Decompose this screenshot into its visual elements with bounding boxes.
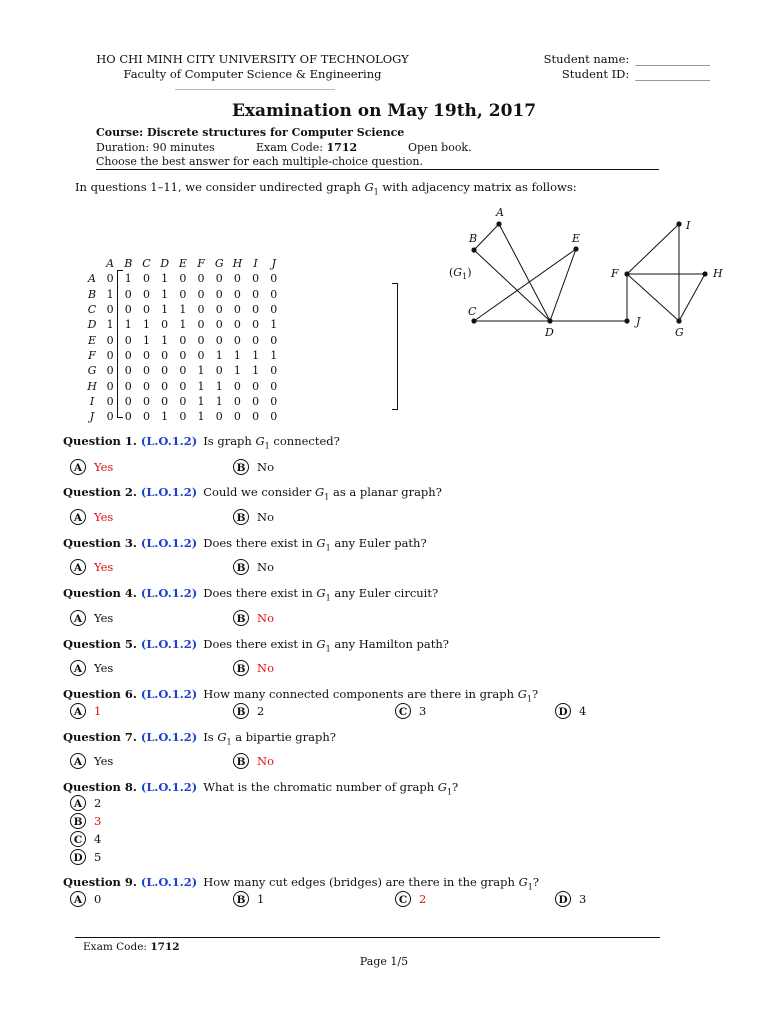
learning-outcome: (L.O.1.2) — [140, 780, 198, 794]
matrix-cell: 0 — [197, 348, 205, 362]
matrix-col-header: J — [271, 257, 276, 271]
matrix-col-header: H — [232, 257, 243, 271]
vertex-label-b: B — [469, 232, 478, 245]
page-number: Page 1/5 — [359, 955, 409, 968]
matrix-cell: 0 — [215, 333, 223, 347]
university-name: HO CHI MINH CITY UNIVERSITY OF TECHNOLOGY — [96, 52, 409, 66]
matrix-cell: 1 — [197, 364, 205, 378]
matrix-cell: 0 — [233, 410, 241, 424]
matrix-row — [83, 332, 283, 347]
matrix-cell: 0 — [142, 303, 150, 317]
option-text: Yes — [94, 510, 114, 524]
matrix-col-header: I — [253, 257, 258, 271]
answer-option-a[interactable] — [70, 610, 113, 626]
matrix-cell: 0 — [106, 394, 114, 408]
option-text: 2 — [94, 796, 102, 810]
vertex-j — [624, 318, 629, 323]
matrix-col-header: E — [178, 257, 187, 271]
faculty-name: Faculty of Computer Science & Engineering — [123, 67, 382, 81]
option-circle[interactable]: D — [555, 891, 571, 907]
answer-option-a[interactable] — [70, 509, 113, 525]
learning-outcome: (L.O.1.2) — [140, 875, 198, 889]
question-4 — [63, 586, 438, 602]
option-circle[interactable]: B — [233, 891, 249, 907]
matrix-cell: 0 — [215, 410, 223, 424]
question-1 — [63, 434, 340, 450]
matrix-cell: 0 — [142, 348, 150, 362]
vertex-label-h: H — [713, 267, 723, 280]
vertex-b — [471, 247, 476, 252]
matrix-cell: 1 — [197, 410, 205, 424]
question-label: Question 7. — [63, 730, 137, 744]
duration: Duration: 90 minutes — [96, 140, 215, 154]
question-label: Question 1. — [63, 434, 137, 448]
learning-outcome: (L.O.1.2) — [140, 687, 198, 701]
option-text: 0 — [94, 892, 102, 906]
edge-h-g — [679, 274, 705, 321]
answer-option-c[interactable] — [395, 703, 426, 719]
matrix-cell: 0 — [106, 348, 114, 362]
matrix-cell: 0 — [215, 287, 223, 301]
vertex-e — [573, 246, 578, 251]
option-text: No — [257, 560, 274, 574]
vertex-h — [702, 271, 707, 276]
matrix-cell: 0 — [252, 318, 260, 332]
matrix-cell: 1 — [215, 379, 223, 393]
matrix-cell: 1 — [142, 333, 150, 347]
graph-vertices — [471, 221, 707, 323]
option-circle[interactable]: A — [70, 795, 86, 811]
adjacency-matrix — [83, 256, 283, 424]
option-circle[interactable]: B — [233, 660, 249, 676]
edge-c-e — [474, 249, 576, 321]
matrix-col-header: B — [124, 257, 133, 271]
question-text: Does there exist in $G_1$ any Euler circuit? — [203, 586, 439, 603]
matrix-cell: 1 — [270, 348, 278, 362]
option-circle[interactable]: D — [70, 849, 86, 865]
answer-option-a[interactable] — [70, 660, 113, 676]
header-divider — [175, 89, 335, 90]
matrix-cell: 0 — [179, 379, 187, 393]
matrix-row — [83, 348, 283, 363]
matrix-cell: 0 — [233, 394, 241, 408]
matrix-cell: 0 — [161, 379, 169, 393]
matrix-row-label: J — [89, 410, 95, 424]
matrix-cell: 0 — [252, 333, 260, 347]
learning-outcome: (L.O.1.2) — [140, 536, 198, 550]
question-text: How many connected components are there in graph $G_1$? — [203, 687, 539, 704]
matrix-cell: 0 — [161, 394, 169, 408]
answer-option-a[interactable] — [70, 703, 101, 719]
matrix-cell: 0 — [215, 318, 223, 332]
matrix-cell: 0 — [142, 364, 150, 378]
option-circle[interactable]: B — [233, 559, 249, 575]
answer-option-b[interactable] — [233, 610, 274, 626]
option-circle[interactable]: A — [70, 703, 86, 719]
vertex-labels — [468, 206, 723, 339]
matrix-cell: 0 — [270, 272, 278, 286]
option-text: 2 — [257, 704, 265, 718]
vertex-label-c: C — [468, 305, 477, 318]
graph-caption: $(G_1)$ — [449, 266, 472, 281]
vertex-f — [624, 271, 629, 276]
matrix-cell: 0 — [161, 318, 169, 332]
option-circle[interactable]: A — [70, 660, 86, 676]
vertex-d — [547, 318, 552, 323]
matrix-cell: 0 — [179, 394, 187, 408]
option-circle[interactable]: C — [395, 703, 411, 719]
matrix-cell: 1 — [233, 364, 241, 378]
matrix-cell: 1 — [124, 272, 132, 286]
learning-outcome: (L.O.1.2) — [140, 637, 198, 651]
matrix-cell: 0 — [179, 410, 187, 424]
question-text: Is $G_1$ a bipartie graph? — [203, 730, 336, 747]
matrix-cell: 0 — [161, 348, 169, 362]
question-text: Does there exist in $G_1$ any Euler path? — [203, 536, 427, 553]
question-text: Does there exist in $G_1$ any Hamilton path? — [203, 637, 449, 654]
matrix-row-label: B — [87, 287, 97, 301]
matrix-cell: 1 — [179, 318, 187, 332]
matrix-cell: 0 — [233, 379, 241, 393]
matrix-cell: 0 — [142, 272, 150, 286]
matrix-row — [83, 394, 283, 409]
question-label: Question 3. — [63, 536, 137, 550]
question-6 — [63, 687, 538, 703]
matrix-cell: 0 — [124, 364, 132, 378]
matrix-cell: 0 — [233, 303, 241, 317]
student-id-label: Student ID: — [561, 67, 630, 81]
question-label: Question 6. — [63, 687, 137, 701]
student-info — [455, 52, 710, 82]
footer-divider — [75, 937, 660, 938]
question-9 — [63, 875, 539, 891]
matrix-cell: 1 — [252, 364, 260, 378]
matrix-cell: 1 — [161, 333, 169, 347]
option-circle[interactable]: B — [233, 610, 249, 626]
matrix-cell: 0 — [179, 287, 187, 301]
matrix-cell: 0 — [233, 318, 241, 332]
option-text: 4 — [94, 832, 102, 846]
matrix-cell: 0 — [252, 287, 260, 301]
matrix-cell: 1 — [161, 272, 169, 286]
question-text: What is the chromatic number of graph $G_1$? — [203, 780, 459, 797]
vertex-label-f: F — [611, 267, 619, 280]
matrix-cell: 0 — [270, 303, 278, 317]
matrix-cell: 0 — [252, 272, 260, 286]
matrix-cell: 0 — [233, 333, 241, 347]
question-label: Question 5. — [63, 637, 137, 651]
answer-option-b[interactable] — [233, 753, 274, 769]
course-divider — [96, 169, 659, 170]
matrix-cell: 0 — [142, 379, 150, 393]
matrix-cell: 0 — [270, 410, 278, 424]
option-circle[interactable]: A — [70, 509, 86, 525]
matrix-cell: 0 — [252, 394, 260, 408]
option-text: 3 — [419, 704, 427, 718]
question-7 — [63, 730, 336, 746]
matrix-row — [83, 271, 283, 286]
learning-outcome: (L.O.1.2) — [140, 730, 198, 744]
matrix-cell: 1 — [197, 379, 205, 393]
matrix-row-label: D — [87, 318, 97, 332]
question-text: How many cut edges (bridges) are there in the graph $G_1$? — [203, 875, 540, 892]
option-text: Yes — [94, 460, 114, 474]
matrix-cell: 0 — [142, 410, 150, 424]
matrix-cell: 0 — [197, 333, 205, 347]
matrix-cell: 0 — [106, 333, 114, 347]
matrix-row-label: A — [88, 272, 96, 286]
option-circle[interactable]: C — [395, 891, 411, 907]
option-circle[interactable]: A — [70, 559, 86, 575]
matrix-cell: 0 — [106, 410, 114, 424]
matrix-cell: 1 — [215, 394, 223, 408]
answer-option-a[interactable] — [70, 891, 101, 907]
matrix-row — [83, 317, 283, 332]
matrix-cell: 0 — [179, 364, 187, 378]
matrix-cell: 0 — [252, 410, 260, 424]
question-label: Question 8. — [63, 780, 137, 794]
answer-option-a[interactable] — [70, 559, 113, 575]
course-info — [96, 126, 656, 170]
matrix-cell: 0 — [197, 272, 205, 286]
matrix-cell: 0 — [270, 333, 278, 347]
matrix-cell: 1 — [106, 287, 114, 301]
learning-outcome: (L.O.1.2) — [140, 586, 198, 600]
answer-option-b[interactable] — [233, 703, 264, 719]
vertex-label-e: E — [572, 232, 581, 245]
question-5 — [63, 637, 449, 653]
matrix-cell: 0 — [233, 272, 241, 286]
answer-option-b[interactable] — [233, 559, 274, 575]
matrix-cell: 1 — [161, 287, 169, 301]
vertex-i — [676, 221, 681, 226]
matrix-col-header: A — [106, 257, 115, 271]
exam-title: Examination on May 19th, 2017 — [231, 101, 537, 121]
answer-option-c[interactable] — [395, 891, 426, 907]
matrix-cell: 0 — [124, 287, 132, 301]
option-text: No — [257, 754, 274, 768]
question-2 — [63, 485, 442, 501]
matrix-cell: 0 — [233, 287, 241, 301]
matrix-cell: 0 — [106, 379, 114, 393]
option-text: 5 — [94, 850, 102, 864]
matrix-row-label: H — [87, 379, 97, 393]
course-name: Course: Discrete structures for Computer Science — [96, 126, 405, 139]
option-circle[interactable]: A — [70, 459, 86, 475]
matrix-row — [83, 409, 283, 424]
option-circle[interactable]: A — [70, 610, 86, 626]
matrix-right-bracket — [392, 283, 398, 410]
answer-option-d[interactable] — [555, 703, 586, 719]
answer-option-a[interactable] — [70, 753, 113, 769]
vertex-label-i: I — [686, 219, 691, 232]
matrix-cell: 0 — [106, 303, 114, 317]
student-name-label: Student name: — [543, 52, 630, 66]
option-text: Yes — [94, 560, 114, 574]
question-text: Is graph $G_1$ connected? — [203, 434, 340, 451]
vertex-g — [676, 318, 681, 323]
answer-option-a[interactable] — [70, 795, 101, 811]
option-text: 4 — [579, 704, 587, 718]
option-circle[interactable]: A — [70, 753, 86, 769]
edge-d-e — [550, 249, 576, 321]
student-name-field: _____________ — [635, 52, 710, 66]
learning-outcome: (L.O.1.2) — [140, 434, 198, 448]
matrix-cell: 1 — [161, 303, 169, 317]
matrix-row-label: F — [88, 348, 96, 362]
option-text: No — [257, 661, 274, 675]
matrix-col-header: G — [214, 257, 224, 271]
matrix-cell: 0 — [270, 364, 278, 378]
question-3 — [63, 536, 427, 552]
option-circle[interactable]: B — [233, 509, 249, 525]
answer-option-d[interactable] — [70, 849, 101, 865]
option-text: 1 — [257, 892, 265, 906]
matrix-cell: 0 — [270, 394, 278, 408]
question-label: Question 4. — [63, 586, 137, 600]
open-book: Open book. — [408, 140, 472, 154]
matrix-cell: 1 — [179, 303, 187, 317]
matrix-cell: 0 — [197, 318, 205, 332]
answer-option-b[interactable] — [233, 660, 274, 676]
instruction: Choose the best answer for each multiple-choice question. — [96, 155, 423, 168]
edge-b-d — [474, 250, 550, 321]
graph-g1-drawing — [440, 203, 730, 343]
graph-intro: In questions 1–11, we consider undirected graph $G_1$ with adjacency matrix as follows: — [75, 180, 577, 197]
option-text: Yes — [94, 754, 114, 768]
edge-a-b — [474, 224, 499, 250]
matrix-cell: 0 — [179, 348, 187, 362]
vertex-label-j: J — [636, 315, 641, 328]
matrix-cell: 1 — [215, 348, 223, 362]
matrix-cell: 0 — [124, 394, 132, 408]
matrix-cell: 1 — [252, 348, 260, 362]
option-circle[interactable]: D — [555, 703, 571, 719]
matrix-cell: 0 — [124, 379, 132, 393]
vertex-a — [496, 221, 501, 226]
exam-code-top: Exam Code: 1712 — [256, 140, 358, 154]
matrix-cell: 1 — [270, 318, 278, 332]
answer-option-b[interactable] — [233, 509, 274, 525]
matrix-cell: 1 — [233, 348, 241, 362]
matrix-cell: 0 — [106, 272, 114, 286]
matrix-cell: 0 — [124, 348, 132, 362]
option-text: No — [257, 510, 274, 524]
question-label: Question 2. — [63, 485, 137, 499]
matrix-cell: 0 — [124, 333, 132, 347]
matrix-cell: 0 — [252, 303, 260, 317]
matrix-row — [83, 302, 283, 317]
matrix-cell: 0 — [142, 394, 150, 408]
matrix-row-label: I — [89, 394, 95, 408]
matrix-cell: 1 — [124, 318, 132, 332]
matrix-cell: 0 — [270, 379, 278, 393]
option-text: 1 — [94, 704, 102, 718]
matrix-row — [83, 363, 283, 378]
matrix-col-header: C — [142, 257, 151, 271]
question-label: Question 9. — [63, 875, 137, 889]
answer-option-b[interactable] — [70, 813, 101, 829]
edge-f-g — [627, 274, 679, 321]
option-text: 3 — [579, 892, 587, 906]
vertex-label-a: A — [496, 206, 504, 219]
answer-option-c[interactable] — [70, 831, 101, 847]
matrix-cell: 0 — [124, 303, 132, 317]
learning-outcome: (L.O.1.2) — [140, 485, 198, 499]
matrix-row — [83, 378, 283, 393]
institution-header — [80, 52, 425, 82]
matrix-cell: 0 — [215, 303, 223, 317]
option-circle[interactable]: B — [70, 813, 86, 829]
question-8 — [63, 780, 458, 796]
matrix-cell: 1 — [106, 318, 114, 332]
matrix-row-label: G — [87, 364, 97, 378]
vertex-label-g: G — [675, 326, 684, 339]
option-text: No — [257, 611, 274, 625]
answer-option-d[interactable] — [555, 891, 586, 907]
matrix-col-header: F — [197, 257, 205, 271]
answer-option-b[interactable] — [233, 891, 264, 907]
matrix-cell: 1 — [142, 318, 150, 332]
option-text: 3 — [94, 814, 102, 828]
matrix-cell: 0 — [179, 333, 187, 347]
matrix-cell: 0 — [124, 410, 132, 424]
option-circle[interactable]: A — [70, 891, 86, 907]
matrix-row-label: E — [87, 333, 97, 347]
answer-option-a[interactable] — [70, 459, 113, 475]
matrix-cell: 0 — [106, 364, 114, 378]
option-text: Yes — [94, 661, 114, 675]
matrix-cell: 1 — [161, 410, 169, 424]
option-text: Yes — [94, 611, 114, 625]
matrix-cell: 1 — [197, 394, 205, 408]
matrix-row-label: C — [87, 303, 97, 317]
vertex-c — [471, 318, 476, 323]
option-text: No — [257, 460, 274, 474]
matrix-cell: 0 — [197, 287, 205, 301]
matrix-cell: 0 — [215, 272, 223, 286]
matrix-cell: 0 — [142, 287, 150, 301]
matrix-cell: 0 — [161, 364, 169, 378]
option-circle[interactable]: B — [233, 753, 249, 769]
answer-option-b[interactable] — [233, 459, 274, 475]
matrix-cell: 0 — [197, 303, 205, 317]
graph-edges — [474, 224, 705, 321]
question-text: Could we consider $G_1$ as a planar graph? — [203, 485, 442, 502]
matrix-left-bracket — [117, 270, 123, 418]
edge-f-i — [627, 224, 679, 274]
matrix-cell: 0 — [215, 364, 223, 378]
option-circle[interactable]: B — [233, 459, 249, 475]
option-text: 2 — [419, 892, 427, 906]
matrix-cell: 0 — [270, 287, 278, 301]
option-circle[interactable]: B — [233, 703, 249, 719]
matrix-cell: 0 — [252, 379, 260, 393]
footer-exam-code: Exam Code: 1712 — [83, 941, 180, 953]
option-circle[interactable]: C — [70, 831, 86, 847]
matrix-row — [83, 287, 283, 302]
student-id-field: _____________ — [635, 67, 710, 81]
matrix-col-header: D — [160, 257, 170, 271]
vertex-label-d: D — [545, 326, 554, 339]
matrix-cell: 0 — [179, 272, 187, 286]
